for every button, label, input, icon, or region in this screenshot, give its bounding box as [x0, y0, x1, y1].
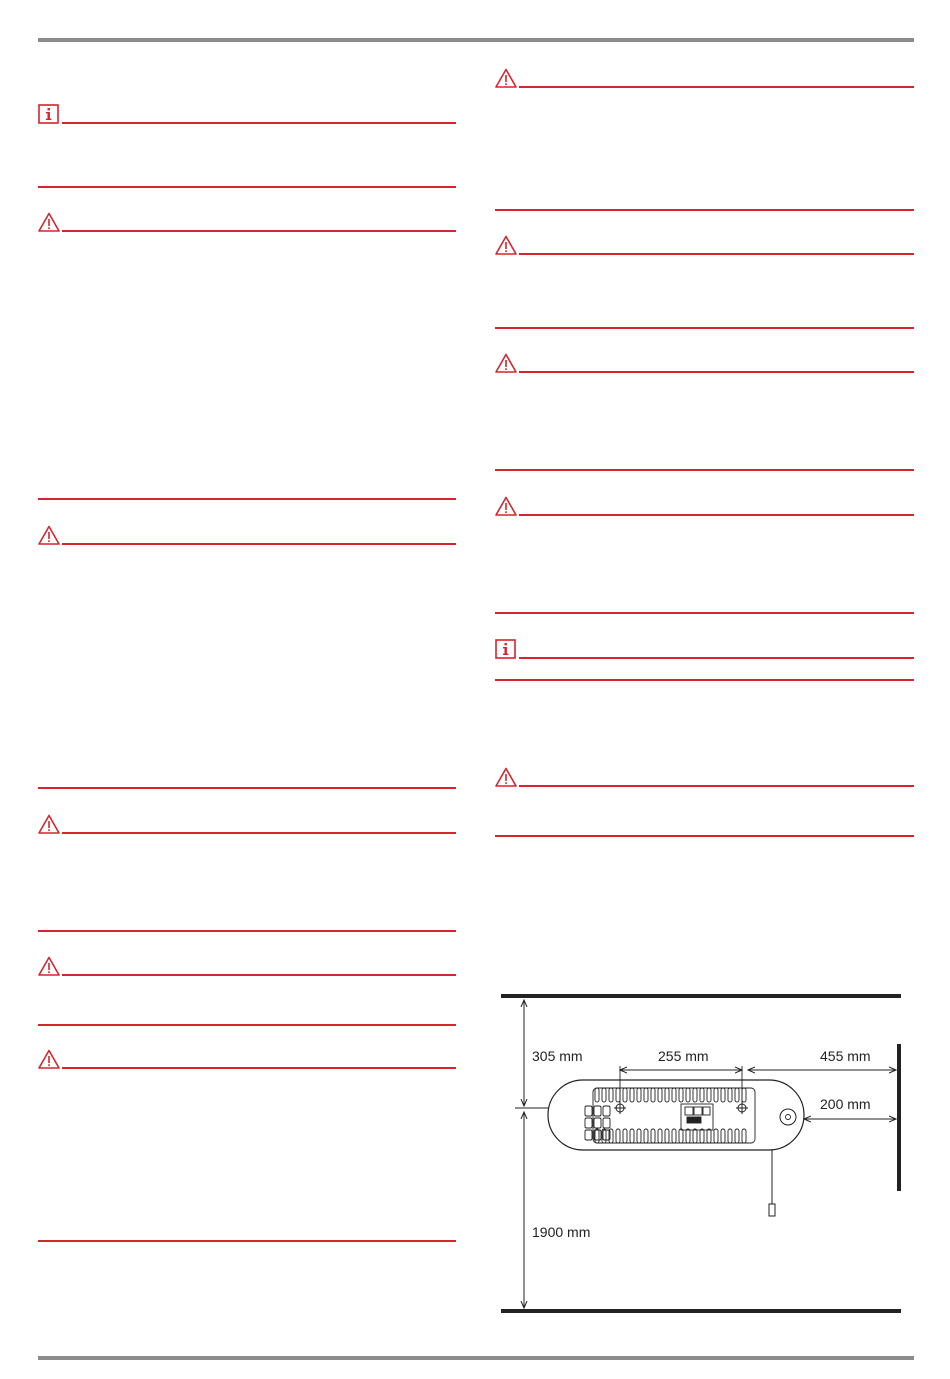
- info-icon: [38, 104, 60, 124]
- warning-heading: [38, 814, 456, 834]
- section-divider: [495, 209, 914, 211]
- info-heading: [495, 639, 914, 659]
- warning-heading: [38, 212, 456, 232]
- warning-heading: [495, 68, 914, 88]
- section-divider: [495, 612, 914, 614]
- dim-floor-label: 1900 mm: [532, 1224, 591, 1240]
- dim-side-label: 455 mm: [820, 1048, 871, 1064]
- warning-triangle-icon: [495, 767, 517, 787]
- warning-triangle-icon: [38, 956, 60, 976]
- warning-heading: [38, 1049, 456, 1069]
- section-divider: [495, 835, 914, 837]
- section-divider: [38, 930, 456, 932]
- pull-cord-handle: [769, 1204, 775, 1216]
- info-heading: [38, 104, 456, 124]
- dim-wall-label: 200 mm: [820, 1096, 871, 1112]
- dim-holes-label: 255 mm: [658, 1048, 709, 1064]
- top-rule: [38, 38, 914, 42]
- dim-top-label: 305 mm: [532, 1048, 583, 1064]
- section-divider: [495, 679, 914, 681]
- warning-triangle-icon: [38, 814, 60, 834]
- warning-triangle-icon: [38, 1049, 60, 1069]
- warning-heading: [38, 956, 456, 976]
- section-divider: [38, 1024, 456, 1026]
- info-icon: [495, 639, 517, 659]
- section-divider: [38, 787, 456, 789]
- section-divider: [38, 186, 456, 188]
- warning-triangle-icon: [495, 496, 517, 516]
- warning-triangle-icon: [495, 235, 517, 255]
- installation-diagram: [495, 988, 915, 1318]
- warning-heading: [495, 767, 914, 787]
- warning-heading: [495, 353, 914, 373]
- section-divider: [38, 1240, 456, 1242]
- warning-triangle-icon: [38, 212, 60, 232]
- warning-triangle-icon: [38, 525, 60, 545]
- bottom-rule: [38, 1356, 914, 1360]
- section-divider: [495, 327, 914, 329]
- section-divider: [495, 469, 914, 471]
- warning-triangle-icon: [495, 68, 517, 88]
- warning-heading: [495, 496, 914, 516]
- warning-triangle-icon: [495, 353, 517, 373]
- warning-heading: [38, 525, 456, 545]
- section-divider: [38, 498, 456, 500]
- warning-heading: [495, 235, 914, 255]
